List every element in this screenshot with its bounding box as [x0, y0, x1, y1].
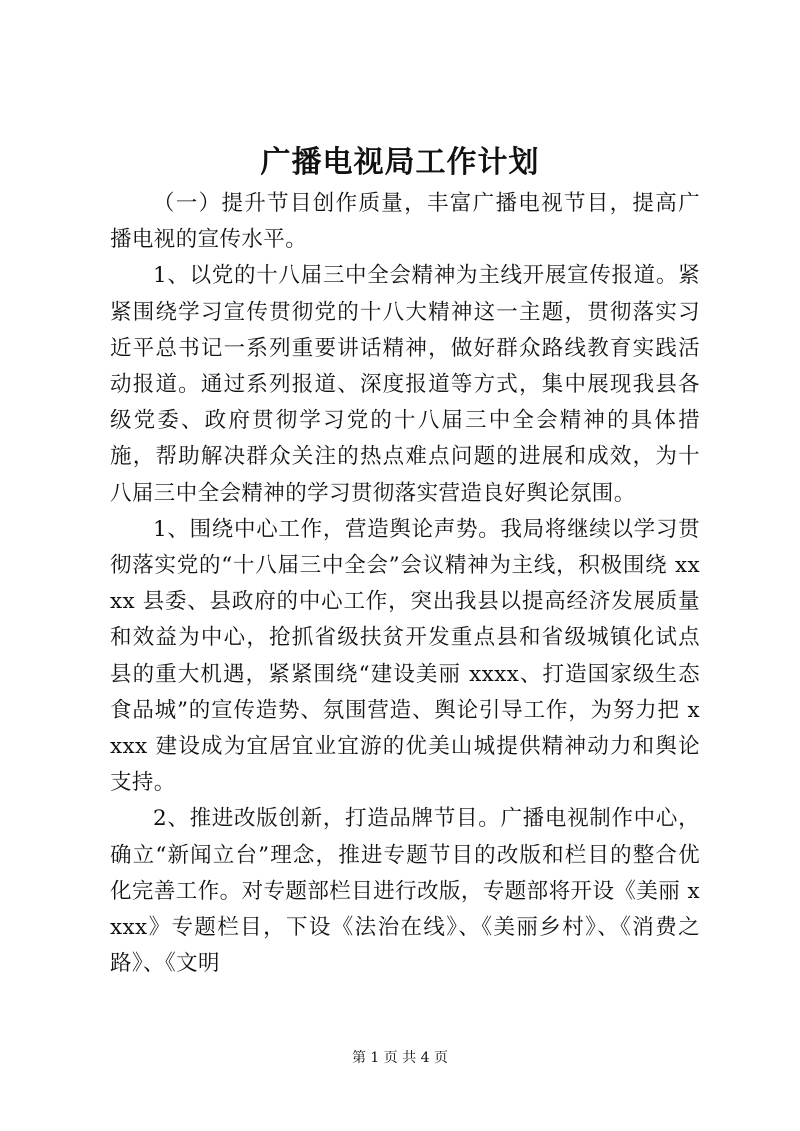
- paragraph-item: 1、以党的十八届三中全会精神为主线开展宣传报道。紧紧围绕学习宣传贯彻党的十八大精神这一主题，贯彻落实习近平总书记一系列重要讲话精神，做好群众路线教育实践活动报道。通过系列报道、深度报道等方式，集中展现我县各级党委、政府贯彻学习党的十八届三中全会精神的具体措施，帮助解决群众关注的热点难点问题的进展和成效，为十八届三中全会精神的学习贯彻落实营造良好舆论氛围。: [110, 263, 700, 506]
- document-body: [110, 186, 700, 982]
- paragraph-item: 2、推进改版创新，打造品牌节目。广播电视制作中心，确立“新闻立台”理念，推进专题节目的改版和栏目的整合优化完善工作。对专题部栏目进行改版，专题部将开设《美丽 xxxx》专题栏目，下设《法治在线》、《美丽乡村》、《消费之路》、《文明: [110, 806, 700, 977]
- paragraph-item: 1、围绕中心工作，营造舆论声势。我局将继续以学习贯彻落实党的“十八届三中全会”会议精神为主线，积极围绕 xxxx 县委、县政府的中心工作，突出我县以提高经济发展质量和效益为中心，抢抓省级扶贫开发重点县和省级城镇化试点县的重大机遇，紧紧围绕“建设美丽 xxxx、打造国家级生态食品城”的宣传造势、氛围营造、舆论引导工作，为努力把 xxxx 建设成为宜居宜业宜游的优美山城提供精神动力和舆论支持。: [110, 516, 700, 796]
- page-number-footer: 第 1 页 共 4 页: [351, 1050, 449, 1066]
- paragraph-section-heading: （一）提升节目创作质量，丰富广播电视节目，提高广播电视的宣传水平。: [110, 191, 700, 253]
- document-title: 广播电视局工作计划: [260, 145, 540, 180]
